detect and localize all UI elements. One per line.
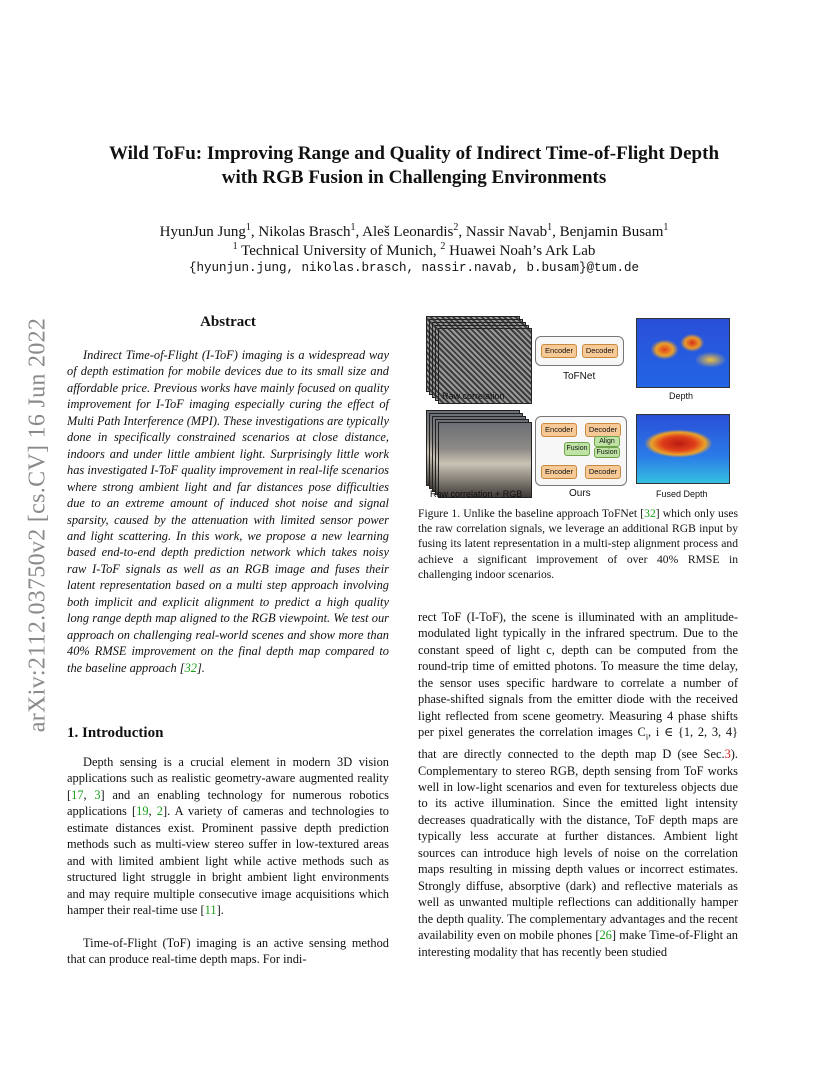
- tofnet-box: [535, 336, 624, 366]
- intro-paragraph-1: Depth sensing is a crucial element in modern 3D vision applications such as realistic geometry-aware augmented reality [17, 3] and an enabling technology for numerous robotics applications [19, 2]. A variety of cameras and technologies to estimate distances exist. Prominent passive depth prediction methods such as multi-view stereo suffer in low-textured areas and with limited ambient light while active methods such as structured light struggle in bright ambient light environments and may require multiple consecutive image acquisitions which hamper their real-time use [11].: [67, 755, 389, 918]
- author-5: Benjamin Busam$^1$: [559, 222, 669, 240]
- figure-1: [420, 312, 740, 506]
- abstract-heading: Abstract: [200, 314, 256, 330]
- author-emails: {hyunjun.jung, nikolas.brasch, nassir.navab, b.busam}@tum.de: [188, 261, 640, 275]
- ours-decoder-top-block: Decoder: [585, 423, 621, 437]
- ours-encoder-bottom-block: Encoder: [541, 465, 577, 479]
- citation-link[interactable]: 32: [644, 507, 656, 520]
- tofnet-encoder-block: Encoder: [541, 344, 577, 358]
- raw-correlation-rgb-label: Raw correlation + RGB: [430, 489, 523, 499]
- citation-link[interactable]: 17: [71, 787, 84, 802]
- section-reference-link[interactable]: 3: [724, 747, 731, 762]
- fused-depth-label: Fused Depth: [656, 489, 708, 499]
- affiliations: $^1$ Technical University of Munich, $^2$ Huawei Noah’s Ark Lab: [232, 241, 596, 259]
- ours-box: [535, 416, 627, 486]
- intro-paragraph-2: Time-of-Flight (ToF) imaging is an active sensing method that can produce real-time depth maps. For indi-: [67, 936, 389, 967]
- abstract-body: Indirect Time-of-Flight (I-ToF) imaging is a widespread way of depth estimation for mobile devices due to its small size and affordable price. Previous works have mainly focused on quality improvement for I-ToF imaging especially curing the effect of Multi Path Interference (MPI). These investigations are typically done in specifically constrained scenarios at close distance, indoors and under little ambient light. Surprisingly little work has investigated I-ToF quality improvement in real-life scenarios where strong ambient light and far distances pose difficulties due to an extreme amount of induced shot noise and signal sparsity, caused by the attenuation with limited sensor power and light scattering. In this work, we propose a new learning based end-to-end depth prediction network which takes noisy raw I-ToF signals as well as an RGB image and fuses their latent representation based on a multi step approach involving both implicit and explicit alignment to predict a high quality long range depth map aligned to the RGB viewpoint. We test our approach on challenging real-world scenes and show more than 40% RMSE improvement on the final depth map compared to the baseline approach [32].: [67, 348, 389, 675]
- citation-link[interactable]: 32: [184, 660, 197, 675]
- arxiv-stamp: [18, 290, 58, 760]
- depth-label: Depth: [669, 391, 694, 401]
- ours-label: Ours: [569, 488, 591, 499]
- tofnet-decoder-block: Decoder: [582, 344, 618, 358]
- raw-correlation-label: Raw correlation: [442, 391, 505, 401]
- citation-link[interactable]: 3: [94, 787, 101, 802]
- ours-decoder-bottom-block: Decoder: [585, 465, 621, 479]
- title-line-1: Wild ToFu: Improving Range and Quality of Indirect Time-of-Flight Depth: [108, 143, 720, 164]
- citation-link[interactable]: 11: [204, 903, 217, 918]
- citation-link[interactable]: 26: [599, 928, 612, 943]
- arxiv-stamp-text: arXiv:2112.03750v2 [cs.CV] 16 Jun 2022: [24, 317, 51, 733]
- tofnet-label: ToFNet: [563, 371, 596, 382]
- fusion-block: Fusion: [564, 442, 590, 456]
- author-1: HyunJun Jung$^1$: [159, 222, 251, 240]
- align-block: Align: [594, 436, 620, 447]
- paper-title: [60, 142, 768, 190]
- author-list: HyunJun Jung$^1$, Nikolas Brasch$^1$, Aleš Leonardis$^2$, Nassir Navab$^1$, Benjamin Busam$^1$: [159, 222, 669, 240]
- figure-1-caption: Figure 1. Unlike the baseline approach ToFNet [32] which only uses the raw correlation signals, we leverage an additional RGB input by fusing its latent representation in a multi-step alignment process and achieve a significant improvement of over 40% RMSE in challenging indoor scenarios.: [418, 507, 738, 581]
- depth-map-image: [636, 318, 730, 388]
- ours-encoder-top-block: Encoder: [541, 423, 577, 437]
- title-line-2: with RGB Fusion in Challenging Environments: [221, 167, 607, 188]
- author-3: Aleš Leonardis$^2$: [362, 222, 459, 240]
- fused-depth-map-image: [636, 414, 730, 484]
- citation-link[interactable]: 19: [136, 804, 149, 819]
- author-4: Nassir Navab$^1$: [465, 222, 553, 240]
- intro-heading: 1. Introduction: [67, 725, 164, 741]
- citation-link[interactable]: 2: [156, 804, 163, 819]
- align-fusion-block: Fusion: [594, 447, 620, 458]
- right-column-paragraph: rect ToF (I-ToF), the scene is illuminated with an amplitude-modulated light typically in the infrared spectrum. Due to the constant speed of light c, depth can be computed from the round-trip time of emitted photons. To measure the time delay, the sensor uses specific hardware to correlate a number of phase-shifted signals from the emitter diode with the received light reflected from scene geometry. Measuring 4 phase shifts per pixel generates the correlation images $C_i$, i ∈ {1, 2, 3, 4} that are directly connected to the depth map D (see Sec.3). Complementary to stereo RGB, depth sensing from ToF works well in low-light scenarios and even for textureless objects due to its active illumination. Since the emitted light intensity decreases quadratically with the distance, ToF depth maps are typically less accurate at further distances. Ambient light sources can introduce high levels of noise on the correlation maps resulting in missing depth values or incorrect estimates. Strongly diffuse, absorptive (dark) and reflective materials as well as unwanted multiple reflections can additionally hamper the depth quality. The complementary advantages and the recent availability even on mobile phones [26] make Time-of-Flight an interesting modality that has recently been studied: [418, 610, 738, 959]
- author-2: Nikolas Brasch$^1$: [258, 222, 356, 240]
